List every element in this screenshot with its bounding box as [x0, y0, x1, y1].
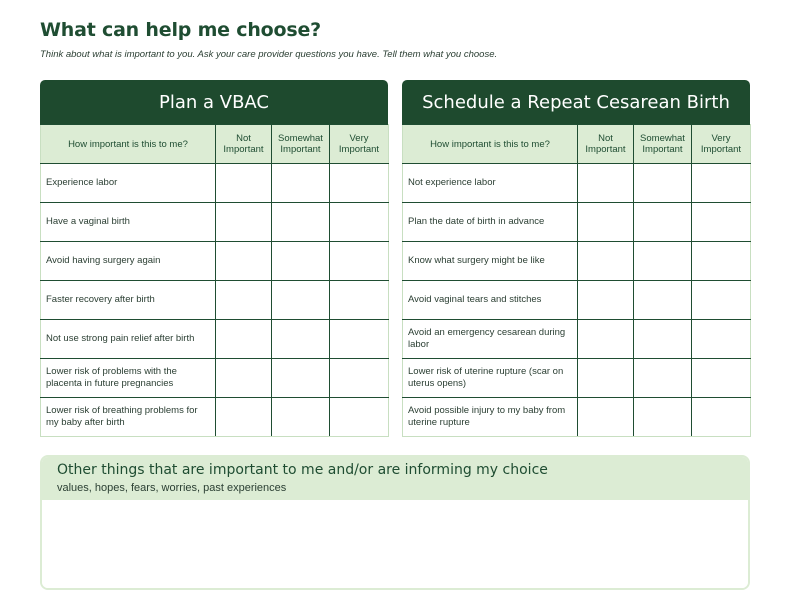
rating-cell-not-important[interactable]	[578, 281, 634, 320]
rating-cell-somewhat-important[interactable]	[272, 242, 330, 281]
column-header-not-important: Not Important	[578, 125, 634, 164]
page-title: What can help me choose?	[40, 19, 321, 41]
column-header-very-important: Very Important	[692, 125, 751, 164]
rating-cell-not-important[interactable]	[216, 242, 272, 281]
rating-cell-very-important[interactable]	[330, 359, 389, 398]
vbac-panel-title: Plan a VBAC	[40, 80, 388, 124]
rating-cell-somewhat-important[interactable]	[272, 398, 330, 437]
rating-cell-not-important[interactable]	[216, 320, 272, 359]
vbac-panel	[40, 80, 388, 437]
rating-cell-not-important[interactable]	[578, 164, 634, 203]
table-row	[403, 164, 751, 203]
row-label: Not experience labor	[403, 164, 578, 203]
table-row	[41, 398, 389, 437]
rating-cell-somewhat-important[interactable]	[272, 203, 330, 242]
column-header-very-important: Very Important	[330, 125, 389, 164]
row-label: Lower risk of problems with the placenta in future pregnancies	[41, 359, 216, 398]
column-header-question: How important is this to me?	[41, 125, 216, 164]
cesarean-rows	[403, 164, 751, 437]
table-row	[403, 359, 751, 398]
rating-cell-not-important[interactable]	[578, 398, 634, 437]
table-row	[41, 320, 389, 359]
other-considerations-header	[42, 457, 748, 500]
rating-cell-very-important[interactable]	[330, 398, 389, 437]
column-header-not-important: Not Important	[216, 125, 272, 164]
row-label: Avoid vaginal tears and stitches	[403, 281, 578, 320]
rating-cell-somewhat-important[interactable]	[634, 398, 692, 437]
page-subtitle: Think about what is important to you. Ask your care provider questions you have. Tell them what you choose.	[40, 49, 498, 60]
rating-cell-somewhat-important[interactable]	[272, 320, 330, 359]
row-label: Have a vaginal birth	[41, 203, 216, 242]
row-label: Not use strong pain relief after birth	[41, 320, 216, 359]
row-label: Avoid possible injury to my baby from uterine rupture	[403, 398, 578, 437]
table-row	[403, 320, 751, 359]
column-header-somewhat-important: Somewhat Important	[634, 125, 692, 164]
row-label: Avoid having surgery again	[41, 242, 216, 281]
rating-cell-very-important[interactable]	[692, 320, 751, 359]
cesarean-panel-title: Schedule a Repeat Cesarean Birth	[402, 80, 750, 124]
rating-cell-not-important[interactable]	[578, 359, 634, 398]
other-considerations-box	[40, 455, 750, 590]
rating-cell-very-important[interactable]	[692, 164, 751, 203]
rating-cell-somewhat-important[interactable]	[272, 359, 330, 398]
rating-cell-not-important[interactable]	[578, 242, 634, 281]
table-row	[41, 359, 389, 398]
rating-cell-somewhat-important[interactable]	[272, 281, 330, 320]
rating-cell-very-important[interactable]	[692, 281, 751, 320]
rating-cell-very-important[interactable]	[330, 242, 389, 281]
other-considerations-title: Other things that are important to me and/or are informing my choice	[57, 462, 548, 478]
table-row	[403, 281, 751, 320]
rating-cell-not-important[interactable]	[578, 320, 634, 359]
rating-cell-somewhat-important[interactable]	[272, 164, 330, 203]
rating-cell-very-important[interactable]	[330, 320, 389, 359]
table-row	[403, 203, 751, 242]
rating-cell-somewhat-important[interactable]	[634, 203, 692, 242]
column-header-question: How important is this to me?	[403, 125, 578, 164]
table-row	[41, 242, 389, 281]
rating-cell-very-important[interactable]	[692, 398, 751, 437]
rating-cell-very-important[interactable]	[330, 203, 389, 242]
rating-cell-not-important[interactable]	[216, 281, 272, 320]
rating-cell-not-important[interactable]	[578, 203, 634, 242]
rating-cell-not-important[interactable]	[216, 359, 272, 398]
rating-cell-somewhat-important[interactable]	[634, 281, 692, 320]
table-row	[403, 242, 751, 281]
rating-cell-very-important[interactable]	[692, 203, 751, 242]
rating-cell-very-important[interactable]	[692, 359, 751, 398]
rating-cell-not-important[interactable]	[216, 398, 272, 437]
row-label: Plan the date of birth in advance	[403, 203, 578, 242]
table-row	[41, 203, 389, 242]
row-label: Lower risk of uterine rupture (scar on uterus opens)	[403, 359, 578, 398]
table-row	[41, 164, 389, 203]
other-considerations-input[interactable]	[42, 500, 750, 590]
table-row	[403, 398, 751, 437]
rating-cell-very-important[interactable]	[330, 164, 389, 203]
cesarean-panel	[402, 80, 750, 437]
rating-cell-not-important[interactable]	[216, 203, 272, 242]
rating-cell-very-important[interactable]	[330, 281, 389, 320]
vbac-table	[40, 124, 389, 437]
rating-cell-very-important[interactable]	[692, 242, 751, 281]
rating-cell-not-important[interactable]	[216, 164, 272, 203]
rating-cell-somewhat-important[interactable]	[634, 359, 692, 398]
row-label: Know what surgery might be like	[403, 242, 578, 281]
row-label: Avoid an emergency cesarean during labor	[403, 320, 578, 359]
rating-cell-somewhat-important[interactable]	[634, 242, 692, 281]
row-label: Lower risk of breathing problems for my baby after birth	[41, 398, 216, 437]
cesarean-table	[402, 124, 751, 437]
row-label: Faster recovery after birth	[41, 281, 216, 320]
table-row	[41, 281, 389, 320]
column-header-somewhat-important: Somewhat Important	[272, 125, 330, 164]
row-label: Experience labor	[41, 164, 216, 203]
rating-cell-somewhat-important[interactable]	[634, 164, 692, 203]
vbac-rows	[41, 164, 389, 437]
other-considerations-subtitle: values, hopes, fears, worries, past experiences	[57, 482, 287, 494]
rating-cell-somewhat-important[interactable]	[634, 320, 692, 359]
